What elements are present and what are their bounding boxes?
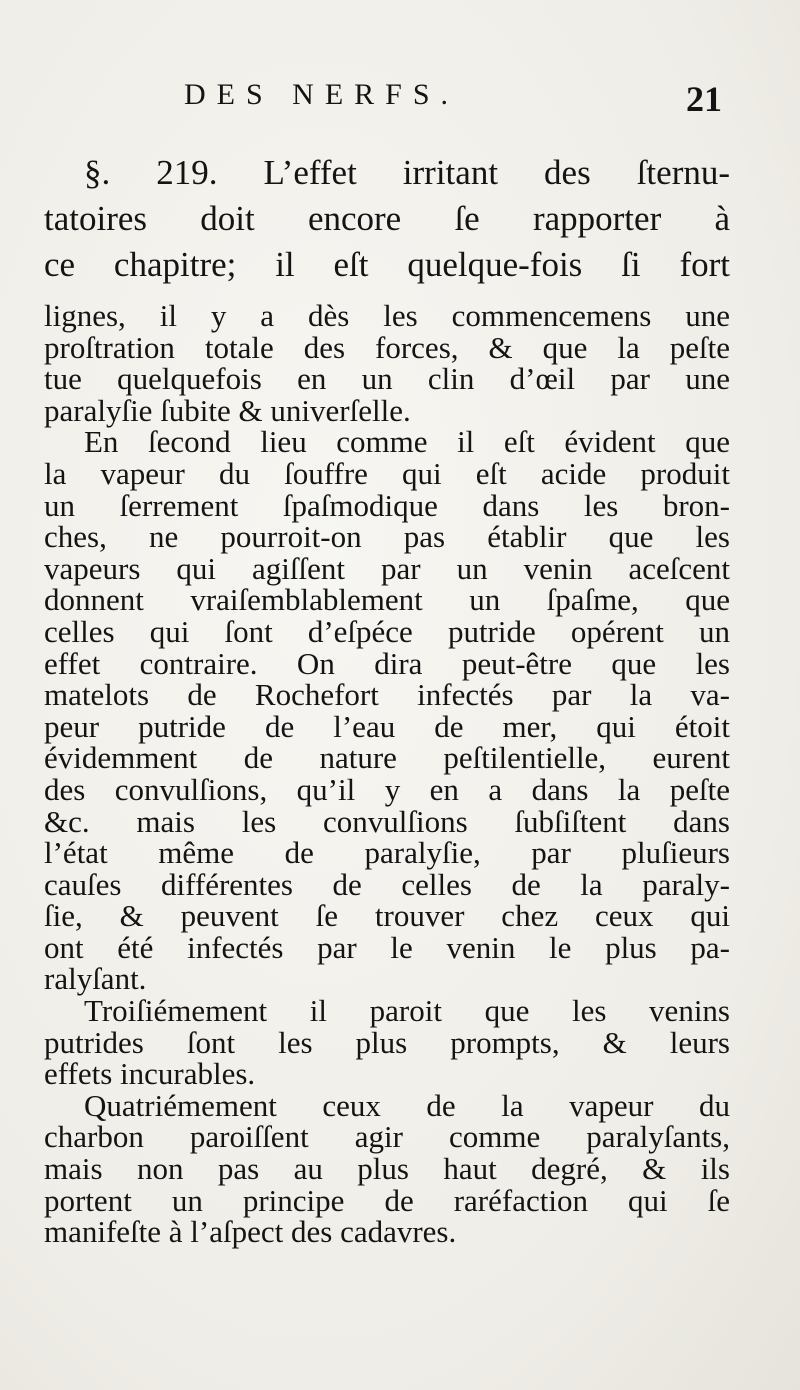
text-line: &c. mais les convulſions ſubſiſtent dans <box>44 803 730 839</box>
text-line: manifeſte à l’aſpect des cadavres. <box>44 1214 457 1250</box>
text-line: ont été infectés par le venin le plus pa- <box>44 929 730 965</box>
text-line: l’état même de paralyſie, par pluſieurs <box>44 835 730 871</box>
text-line: ſie, & peuvent ſe trouver chez ceux qui <box>44 898 730 934</box>
text-line: lignes, il y a dès les commencemens une <box>44 298 730 333</box>
text-line: des convulſions, qu’il y en a dans la peſte <box>44 771 730 807</box>
paragraph-219-start <box>44 150 730 288</box>
text-line: peur putride de l’eau de mer, qui étoit <box>44 708 730 744</box>
text-line: ches, ne pourroit-on pas établir que les <box>44 519 730 555</box>
text-line: Quatriémement ceux de la vapeur du <box>84 1087 730 1123</box>
text-line: portent un principe de raréfaction qui ſe <box>44 1182 730 1218</box>
text-line: ce chapitre; il eſt quelque-fois ſi fort <box>44 245 730 284</box>
text-line: vapeurs qui agiſſent par un venin aceſcent <box>44 550 730 586</box>
text-line: charbon paroiſſent agir comme paralyſants, <box>44 1119 730 1155</box>
text-line: celles qui ſont d’eſpéce putride opérent un <box>44 613 730 649</box>
text-line: évidemment de nature peſtilentielle, eurent <box>44 740 730 776</box>
text-line: matelots de Rochefort infectés par la va- <box>44 677 730 713</box>
text-line: paralyſie ſubite & univerſelle. <box>44 392 411 428</box>
text-line: §. 219. L’effet irritant des ſternu- <box>84 153 730 192</box>
text-line: En ſecond lieu comme il eſt évident que <box>84 424 730 460</box>
text-line: tatoires doit encore ſe rapporter à <box>44 199 730 238</box>
running-head: DES NERFS. <box>184 78 460 111</box>
text-line: mais non pas au plus haut degré, & ils <box>44 1151 730 1187</box>
page-number: 21 <box>686 79 722 119</box>
text-line: putrides ſont les plus prompts, & leurs <box>44 1024 730 1060</box>
text-line: cauſes différentes de celles de la paraly- <box>44 866 730 902</box>
text-line: tue quelquefois en un clin d’œil par une <box>44 361 730 397</box>
text-line: Troiſiémement il paroit que les venins <box>84 993 730 1029</box>
text-line: donnent vraiſemblablement un ſpaſme, que <box>44 582 730 618</box>
text-line: effet contraire. On dira peut-être que les <box>44 645 730 681</box>
text-line: effets incurables. <box>44 1056 256 1092</box>
main-text <box>44 300 730 1248</box>
text-line: un ſerrement ſpaſmodique dans les bron- <box>44 487 730 523</box>
page-header <box>0 78 800 128</box>
text-line: la vapeur du ſouffre qui eſt acide produit <box>44 455 730 491</box>
text-line: ralyſant. <box>44 961 147 997</box>
text-line: proſtration totale des forces, & que la peſte <box>44 329 730 365</box>
